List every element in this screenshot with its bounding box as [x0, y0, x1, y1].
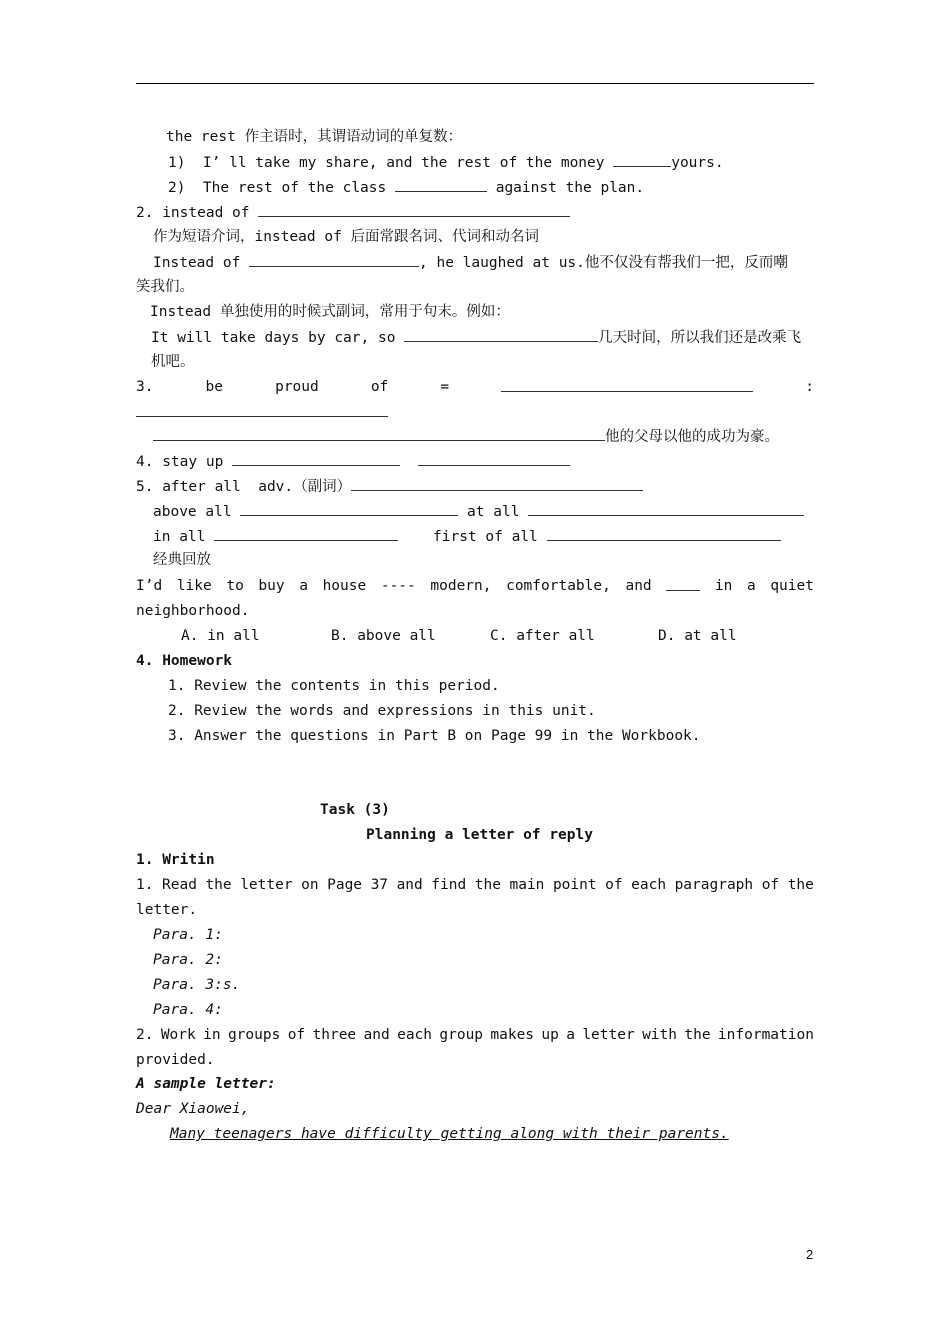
blank-input[interactable] [214, 527, 398, 541]
classic-review-heading: 经典回放 [153, 552, 211, 568]
blank-input[interactable] [547, 527, 781, 541]
instead-note-1: 作为短语介词，instead of 后面常跟名词、代词和动名词 [153, 229, 540, 245]
blank-input[interactable] [404, 328, 598, 342]
proud-translation: 他的父母以他的成功为豪。 [153, 427, 779, 446]
question-sentence-cont: neighborhood. [136, 603, 250, 619]
above-all-line: above all at all [153, 502, 804, 521]
blank-input[interactable] [418, 452, 570, 466]
letter-first-sentence: Many teenagers have difficulty getting along with their parents. [170, 1126, 729, 1142]
stay-up-heading: 4. stay up [136, 452, 570, 471]
page-number: 2 [806, 1247, 814, 1262]
read-instruction-cont: letter. [136, 902, 198, 918]
blank-input[interactable] [232, 452, 400, 466]
header-rule [136, 83, 814, 84]
instead-example-1-cont: 笑我们。 [136, 279, 194, 295]
homework-item: 2. Review the words and expressions in this unit. [168, 703, 596, 719]
task-title: Task (3) [320, 802, 390, 818]
proud-heading: 3. be proud of = : [136, 379, 814, 395]
letter-salutation: Dear Xiaowei, [136, 1101, 250, 1117]
para-label: Para. 1: [153, 927, 223, 943]
para-label: Para. 3:s. [153, 977, 241, 993]
blank-input[interactable] [395, 178, 487, 192]
proud-blank-line [136, 403, 388, 422]
in-all-line: in all first of all [153, 527, 781, 546]
task-subtitle: Planning a letter of reply [366, 827, 593, 843]
work-instruction: 2. Work in groups of three and each group makes up a letter with the information [136, 1027, 814, 1043]
blank-input[interactable] [136, 403, 388, 417]
instead-example-2-cont: 机吧。 [151, 354, 195, 370]
read-instruction: 1. Read the letter on Page 37 and find the main point of each paragraph of the [136, 877, 814, 893]
instead-heading: 2. instead of [136, 203, 570, 222]
blank-input[interactable] [666, 577, 700, 591]
question-sentence: I’d like to buy a house ---- modern, comfortable, and in a quiet [136, 578, 814, 594]
homework-item: 1. Review the contents in this period. [168, 678, 500, 694]
blank-input[interactable] [153, 427, 605, 441]
rest-example-1: 1) I’ ll take my share, and the rest of the money yours. [168, 155, 724, 171]
after-all-heading: 5. after all adv.（副词） [136, 477, 643, 496]
option-c[interactable]: C. after all [490, 628, 595, 644]
blank-input[interactable] [240, 502, 458, 516]
para-label: Para. 2: [153, 952, 223, 968]
homework-title: 4. Homework [136, 653, 233, 669]
instead-note-2: Instead 单独使用的时候式副词，常用于句末。例如： [150, 304, 510, 320]
instead-example-2: It will take days by car, so 几天时间，所以我们还是改乘飞 [151, 330, 802, 346]
blank-input[interactable] [528, 502, 804, 516]
para-label: Para. 4: [153, 1002, 223, 1018]
instead-example-1: Instead of , he laughed at us.他不仅没有帮我们一把，反而嘲 [153, 255, 788, 271]
blank-input[interactable] [351, 477, 643, 491]
rest-example-2: 2) The rest of the class against the plan. [168, 180, 645, 196]
blank-input[interactable] [249, 253, 419, 267]
rest-intro: the rest 作主语时，其谓语动词的单复数： [166, 129, 463, 145]
blank-input[interactable] [501, 378, 753, 392]
homework-item: 3. Answer the questions in Part B on Page 99 in the Workbook. [168, 728, 701, 744]
sample-letter-label: A sample letter: [136, 1076, 276, 1092]
option-a[interactable]: A. in all [181, 628, 260, 644]
blank-input[interactable] [613, 153, 671, 167]
option-d[interactable]: D. at all [658, 628, 737, 644]
option-b[interactable]: B. above all [331, 628, 436, 644]
work-instruction-cont: provided. [136, 1052, 215, 1068]
blank-input[interactable] [258, 203, 570, 217]
writing-heading: 1. Writin [136, 852, 215, 868]
